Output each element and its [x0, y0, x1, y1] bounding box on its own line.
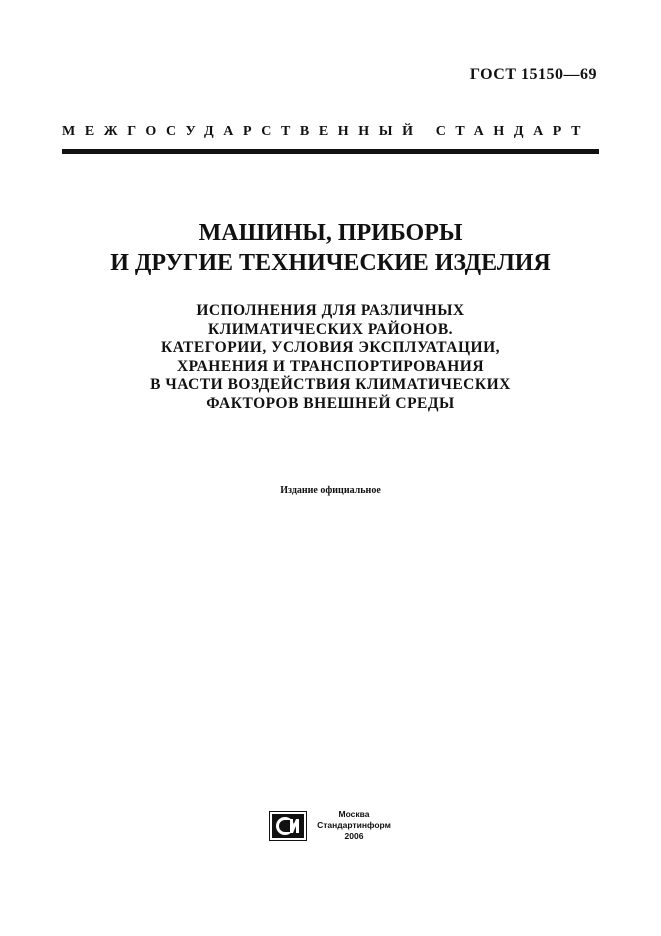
header-rule: [62, 149, 599, 154]
interstate-standard-heading: МЕЖГОСУДАРСТВЕННЫЙ СТАНДАРТ: [62, 124, 591, 139]
publisher-city: Москва: [338, 809, 370, 819]
subtitle-line: ИСПОЛНЕНИЯ ДЛЯ РАЗЛИЧНЫХ: [196, 302, 465, 319]
publisher-year: 2006: [344, 831, 364, 841]
subtitle-line: ФАКТОРОВ ВНЕШНЕЙ СРЕДЫ: [206, 394, 455, 412]
publisher-imprint: [314, 809, 394, 842]
standartinform-logo-icon: [269, 811, 307, 841]
edition-note: Издание официальное: [280, 485, 381, 496]
subtitle-line: ХРАНЕНИЯ И ТРАНСПОРТИРОВАНИЯ: [176, 357, 485, 375]
publisher-name: Стандартинформ: [317, 820, 391, 830]
subtitle-line: КЛИМАТИЧЕСКИХ РАЙОНОВ.: [207, 320, 454, 338]
title-line: И ДРУГИЕ ТЕХНИЧЕСКИЕ ИЗДЕЛИЯ: [110, 250, 551, 276]
subtitle-line: КАТЕГОРИИ, УСЛОВИЯ ЭКСПЛУАТАЦИИ,: [160, 339, 501, 356]
document-subtitle: [0, 302, 661, 413]
standard-number: ГОСТ 15150—69: [469, 66, 597, 83]
subtitle-line: В ЧАСТИ ВОЗДЕЙСТВИЯ КЛИМАТИЧЕСКИХ: [150, 376, 511, 393]
document-title: [0, 218, 661, 278]
title-line: МАШИНЫ, ПРИБОРЫ: [198, 220, 463, 246]
